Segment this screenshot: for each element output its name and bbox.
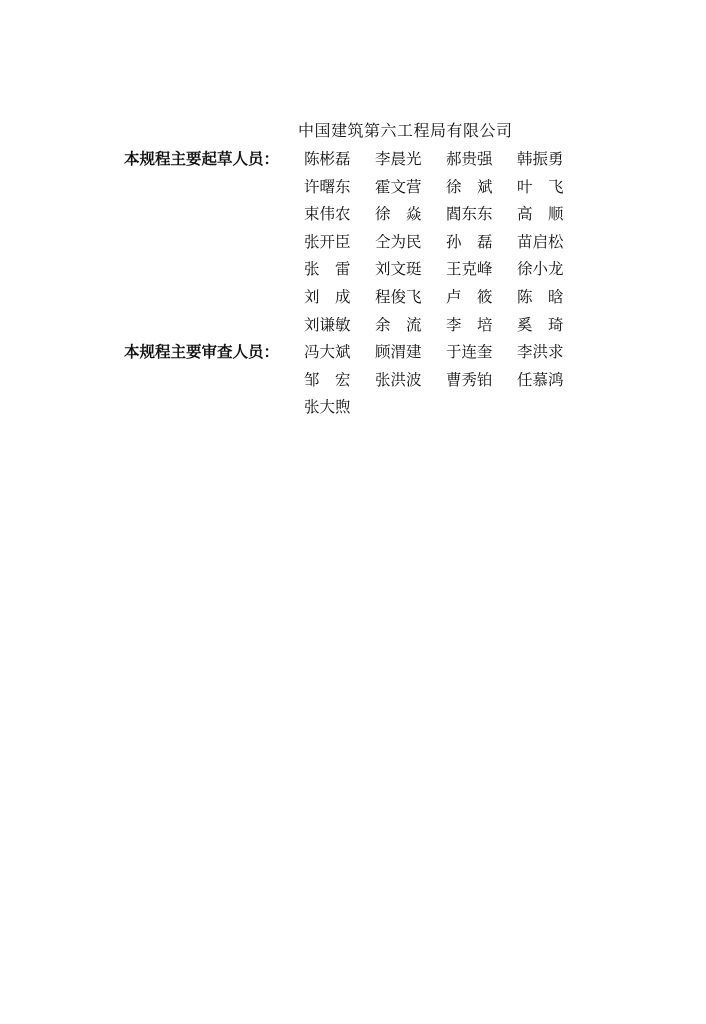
- drafter-name: 徐 斌: [446, 177, 493, 196]
- reviewer-name: 冯大斌: [304, 343, 351, 361]
- drafter-name: 许曙东: [304, 177, 351, 196]
- drafters-label: 本规程主要起草人员：: [124, 150, 280, 168]
- drafter-name: 刘文珽: [375, 260, 422, 279]
- drafter-name: 韩振勇: [517, 150, 564, 168]
- drafter-name: 刘谦敏: [304, 315, 351, 334]
- drafters-row: [304, 230, 594, 258]
- reviewers-row: [304, 395, 594, 423]
- drafter-name: 孙 磊: [446, 232, 493, 251]
- drafters-row: [304, 285, 594, 313]
- reviewer-name: 李洪求: [517, 343, 564, 361]
- reviewer-name: 于连奎: [446, 343, 493, 361]
- drafter-name: 余 流: [375, 315, 422, 334]
- reviewer-name: 顾渭建: [375, 343, 422, 361]
- reviewers-name-list: [304, 340, 594, 423]
- drafter-name: 徐 焱: [375, 205, 422, 224]
- drafter-name: 张开臣: [304, 232, 351, 251]
- drafter-name: 程俊飞: [375, 287, 422, 306]
- drafters-name-list: [304, 147, 594, 340]
- reviewer-name: 张大煦: [304, 398, 351, 417]
- reviewers-label: 本规程主要审查人员：: [124, 343, 280, 361]
- drafters-row: [304, 202, 594, 230]
- drafter-name: 李 培: [446, 315, 493, 334]
- drafter-name: 王克峰: [446, 260, 493, 279]
- drafter-name: 束伟农: [304, 205, 351, 224]
- reviewers-row: [304, 368, 594, 396]
- reviewer-name: 曹秀铂: [446, 370, 493, 389]
- drafter-name: 奚 琦: [517, 315, 564, 334]
- drafter-name: 仝为民: [375, 232, 422, 251]
- organization-name: 中国建筑第六工程局有限公司: [298, 121, 513, 140]
- reviewer-name: 邹 宏: [304, 370, 351, 389]
- drafter-name: 张 雷: [304, 260, 351, 279]
- drafters-row: [304, 313, 594, 341]
- drafter-name: 苗启松: [517, 232, 564, 251]
- drafter-name: 徐小龙: [517, 260, 564, 279]
- drafters-row: [304, 147, 594, 175]
- drafters-row: [304, 257, 594, 285]
- drafter-name: 霍文营: [375, 177, 422, 196]
- drafter-name: 刘 成: [304, 287, 351, 306]
- drafter-name: 卢 筱: [446, 287, 493, 306]
- drafter-name: 陈 晗: [517, 287, 564, 306]
- drafters-row: [304, 175, 594, 203]
- reviewer-name: 张洪波: [375, 370, 422, 389]
- drafter-name: 高 顺: [517, 205, 564, 224]
- reviewer-name: 任慕鸿: [517, 370, 564, 389]
- drafter-name: 叶 飞: [517, 177, 564, 196]
- reviewers-row: [304, 340, 594, 368]
- drafter-name: 李晨光: [375, 150, 422, 168]
- drafter-name: 閻东东: [446, 205, 493, 224]
- drafter-name: 郝贵强: [446, 150, 493, 168]
- drafter-name: 陈彬磊: [304, 150, 351, 168]
